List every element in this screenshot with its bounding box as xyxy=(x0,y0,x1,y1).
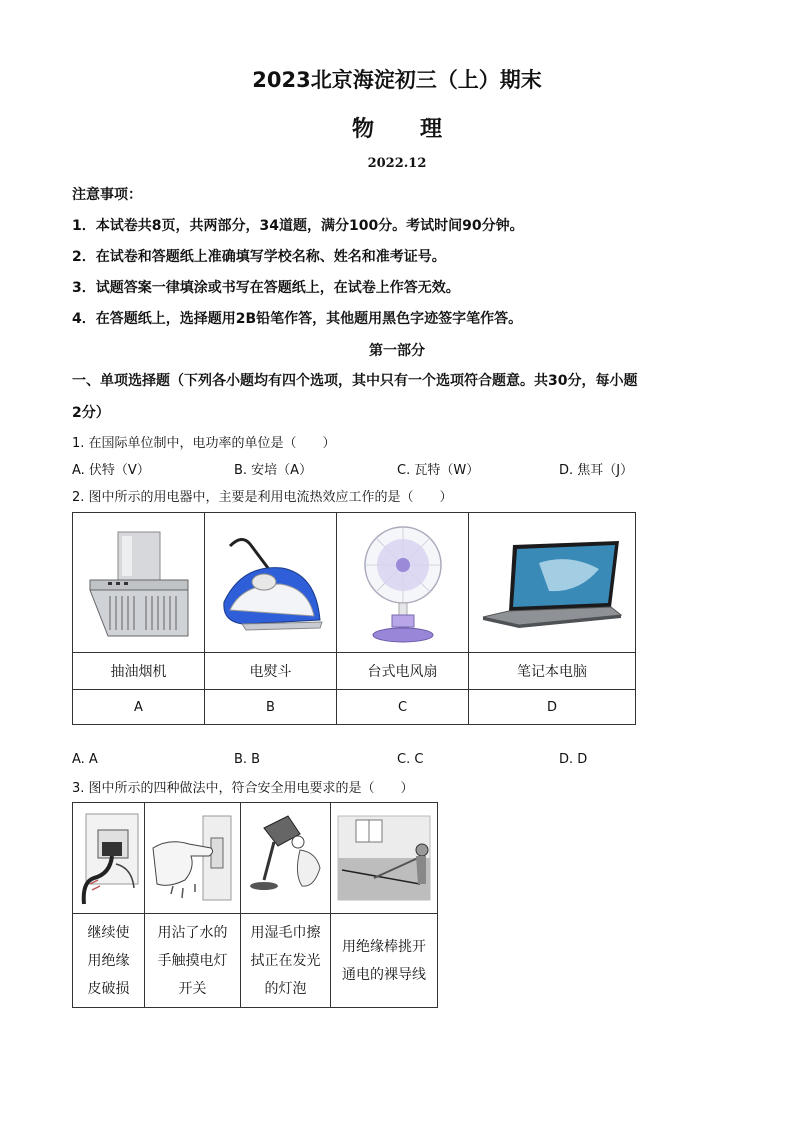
q1-option-b[interactable]: B. 安培（A） xyxy=(234,463,313,478)
range-hood-image xyxy=(80,524,198,642)
q1-option-a[interactable]: A. 伏特（V） xyxy=(72,463,150,478)
q3-caption-1-line2: 用绝缘 xyxy=(87,952,130,969)
subject-title xyxy=(0,112,794,143)
q3-caption-2-line2: 手触摸电灯 xyxy=(157,952,228,969)
q3-caption-3-line2: 拭正在发光 xyxy=(250,952,321,969)
q3-caption-4 xyxy=(331,914,438,1008)
q2-image-cell-a xyxy=(73,513,205,653)
q2-letter-c: C xyxy=(337,690,469,725)
note-item-4: 4．在答题纸上，选择题用2B铅笔作答，其他题用黑色字迹签字笔作答。 xyxy=(72,311,523,327)
q3-caption-3-line3: 的灯泡 xyxy=(264,980,307,997)
q3-caption-3 xyxy=(241,914,331,1008)
q3-image-cell-2 xyxy=(145,803,241,914)
q2-image-cell-d xyxy=(469,513,636,653)
q3-caption-4-line2: 通电的裸导线 xyxy=(342,966,426,983)
q3-caption-2 xyxy=(145,914,241,1008)
exam-title: 2023北京海淀初三（上）期末 xyxy=(252,68,542,92)
q3-table xyxy=(72,802,438,1008)
q2-option-c[interactable]: C. C xyxy=(397,752,424,767)
q2-table xyxy=(72,512,636,725)
q2-image-cell-b xyxy=(205,513,337,653)
subject-char-1: 物 xyxy=(351,117,374,142)
wet-hand-switch-image xyxy=(149,808,237,908)
q1-stem: 1. 在国际单位制中，电功率的单位是（ ） xyxy=(72,436,336,451)
desk-fan-image xyxy=(344,521,462,645)
q2-letter-b: B xyxy=(205,690,337,725)
q2-letter-d: D xyxy=(469,690,636,725)
note-item-1: 1．本试卷共8页，共两部分，34道题，满分100分。考试时间90分钟。 xyxy=(72,218,524,234)
q2-stem: 2. 图中所示的用电器中，主要是利用电流热效应工作的是（ ） xyxy=(72,490,453,505)
laptop-image xyxy=(479,533,625,633)
desk-lamp-image xyxy=(244,808,328,908)
q1-option-c[interactable]: C. 瓦特（W） xyxy=(397,463,480,478)
note-item-2: 2．在试卷和答题纸上准确填写学校名称、姓名和准考证号。 xyxy=(72,249,446,265)
q2-image-cell-c xyxy=(337,513,469,653)
q2-item-d: 笔记本电脑 xyxy=(469,653,636,690)
damaged-cord-image xyxy=(76,808,142,908)
q3-image-cell-1 xyxy=(73,803,145,914)
note-item-3: 3．试题答案一律填涂或书写在答题纸上，在试卷上作答无效。 xyxy=(72,280,460,296)
q3-stem: 3. 图中所示的四种做法中，符合安全用电要求的是（ ） xyxy=(72,781,414,796)
q2-option-a[interactable]: A. A xyxy=(72,752,98,767)
part-title: 第一部分 xyxy=(369,343,425,359)
notes-heading: 注意事项： xyxy=(72,187,142,203)
q2-option-b[interactable]: B. B xyxy=(234,752,261,767)
q3-image-cell-3 xyxy=(241,803,331,914)
subject-char-2: 理 xyxy=(420,117,443,142)
q2-letter-a: A xyxy=(73,690,205,725)
q3-caption-1-line3: 皮破损 xyxy=(87,980,130,997)
q3-caption-2-line1: 用沾了水的 xyxy=(157,924,228,941)
electric-iron-image xyxy=(212,524,330,642)
q2-item-c: 台式电风扇 xyxy=(337,653,469,690)
insulating-rod-image xyxy=(334,808,434,908)
section-title-line2: 2分） xyxy=(72,405,110,421)
q3-caption-4-line1: 用绝缘棒挑开 xyxy=(342,938,426,955)
q2-item-a: 抽油烟机 xyxy=(73,653,205,690)
q3-caption-3-line1: 用湿毛巾擦 xyxy=(250,924,321,941)
q1-option-d[interactable]: D. 焦耳（J） xyxy=(559,463,634,478)
q3-caption-2-line3: 开关 xyxy=(178,980,207,997)
q3-caption-1 xyxy=(73,914,145,1008)
exam-date: 2022.12 xyxy=(367,156,427,171)
q3-caption-1-line1: 继续使 xyxy=(87,924,130,941)
section-title-line1: 一、单项选择题（下列各小题均有四个选项，其中只有一个选项符合题意。共30分，每小题 xyxy=(72,373,638,389)
q2-option-d[interactable]: D. D xyxy=(559,752,588,767)
q3-image-cell-4 xyxy=(331,803,438,914)
q2-item-b: 电熨斗 xyxy=(205,653,337,690)
